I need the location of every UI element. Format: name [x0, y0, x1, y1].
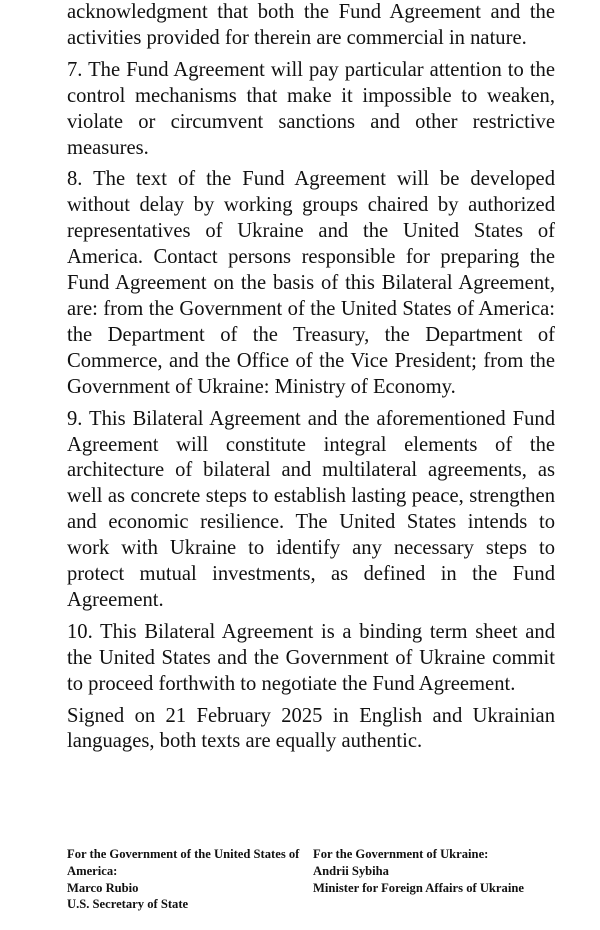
paragraph-intro-continuation: acknowledgment that both the Fund Agreement and the activities provided for therein are commercial in nature.: [67, 1, 555, 49]
signature-ukraine-title: Minister for Foreign Affairs of Ukraine: [313, 880, 524, 895]
signature-ukraine: [313, 846, 560, 913]
paragraph-10: 10. This Bilateral Agreement is a binding term sheet and the United States and the Government of Ukraine commit to proceed forthwith to negotiate the Fund Agreement.: [67, 620, 555, 695]
signature-us-name: Marco Rubio: [67, 880, 139, 895]
signature-ukraine-name: Andrii Sybiha: [313, 863, 389, 878]
signature-us-heading: For the Government of the United States of America:: [67, 847, 300, 878]
signature-us-title: U.S. Secretary of State: [67, 897, 189, 912]
signature-ukraine-heading: For the Government of Ukraine:: [313, 847, 489, 861]
signature-block: [67, 846, 560, 913]
signature-us: [67, 846, 313, 913]
paragraph-8: 8. The text of the Fund Agreement will be developed without delay by working groups chaired by authorized representatives of Ukraine and the United States of America. Contact persons responsible for preparing the Fund Agreement on the basis of this Bilateral Agreement, are: from the Government of the United States of America: the Department of the Treasury, the Department of Commerce, and the Office of the Vice President; from the Government of Ukraine: Ministry of Economy.: [67, 168, 555, 398]
signed-statement: Signed on 21 February 2025 in English and Ukrainian languages, both texts are equally authentic.: [67, 704, 555, 753]
paragraph-9: 9. This Bilateral Agreement and the aforementioned Fund Agreement will constitute integral elements of the architecture of bilateral and multilateral agreements, as well as concrete steps to establish lasting peace, strengthen and economic resilience. The United States intends to work with Ukraine to identify any necessary steps to protect mutual investments, as defined in the Fund Agreement.: [67, 407, 555, 611]
paragraph-7: 7. The Fund Agreement will pay particular attention to the control mechanisms that make it impossible to weaken, violate or circumvent sanctions and other restrictive measures.: [67, 58, 555, 159]
